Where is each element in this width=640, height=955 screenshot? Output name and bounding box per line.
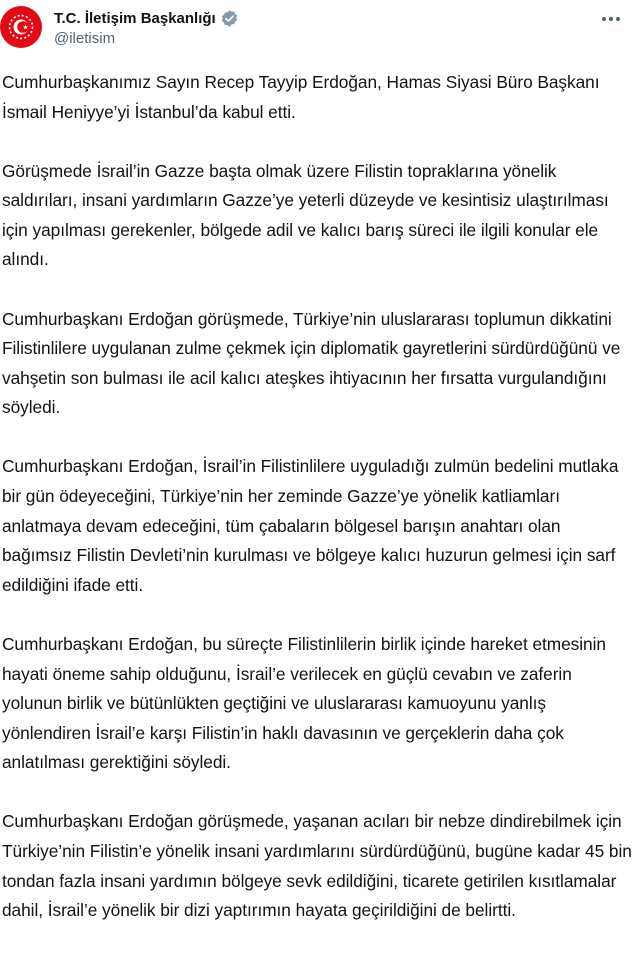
crescent-star-logo-icon (6, 12, 36, 42)
tweet-paragraph: Cumhurbaşkanı Erdoğan, İsrail’in Filistinlilere uyguladığı zulmün bedelini mutlaka bir gün ödeyeceğini, Türkiye’nin her zeminde Gazze’ye yönelik katliamları anlatmaya devam edeceğini, tüm çabaların bölgesel barışın anahtarı olan bağımsız Filistin Devleti’nin kurulması ve bölgeye kalıcı huzurun gelmesi için sarf edildiğini ifade etti. (2, 456, 619, 595)
verified-badge-icon (220, 9, 239, 28)
account-identity (54, 7, 239, 49)
more-options-icon[interactable] (596, 4, 626, 34)
tweet-header (0, 6, 640, 58)
tweet-paragraph: Cumhurbaşkanımız Sayın Recep Tayyip Erdoğan, Hamas Siyasi Büro Başkanı İsmail Heniyye’yi İstanbul’da kabul etti. (2, 72, 600, 122)
tweet-paragraph: Görüşmede İsrail’in Gazze başta olmak üzere Filistin topraklarına yönelik saldırıları, insani yardımların Gazze’ye yeterli düzeyde ve kesintisiz ulaştırılması için yapılması gerekenler, bölgede adil ve kalıcı barış süreci ile ilgili konular ele alındı. (2, 160, 609, 270)
tweet-paragraph: Cumhurbaşkanı Erdoğan görüşmede, yaşanan acıları bir nebze dindirebilmek için Türkiye’nin Filistin’e yönelik insani yardımlarını sürdürdüğünü, bugüne kadar 45 bin tondan fazla insani yardımın bölgeye sevk edildiğini, ticarete getirilen kısıtlamalar dahil, İsrail’e yönelik bir dizi yaptırımın hayata geçirildiğini de belirtti. (2, 811, 632, 921)
tweet-text (2, 68, 632, 955)
avatar[interactable] (0, 6, 42, 48)
name-row (54, 7, 239, 29)
tweet-paragraph: Cumhurbaşkanı Erdoğan görüşmede, Türkiye’nin uluslararası toplumun dikkatini Filistinlilere uygulanan zulme çekmek için diplomatik gayretlerini sürdürdüğünü ve vahşetin son bulması ile acil kalıcı ateşkes ihtiyacının her fırsatta vurgulandığını söyledi. (2, 308, 621, 418)
account-handle[interactable]: @iletisim (54, 30, 116, 47)
tweet-paragraph: Cumhurbaşkanı Erdoğan, bu süreçte Filistinlilerin birlik içinde hareket etmesinin hayati öneme sahip olduğunu, İsrail’e verilecek en güçlü cevabın ve zaferin yolunun birlik ve bütünlükten geçtiğini ve uluslararası kamuoyunu yanlış yönlendiren İsrail’e karşı Filistin’in haklı davasının ve gerçeklerin daha çok anlatılması gerektiğini söyledi. (2, 633, 606, 773)
display-name[interactable]: T.C. İletişim Başkanlığı (54, 9, 216, 27)
